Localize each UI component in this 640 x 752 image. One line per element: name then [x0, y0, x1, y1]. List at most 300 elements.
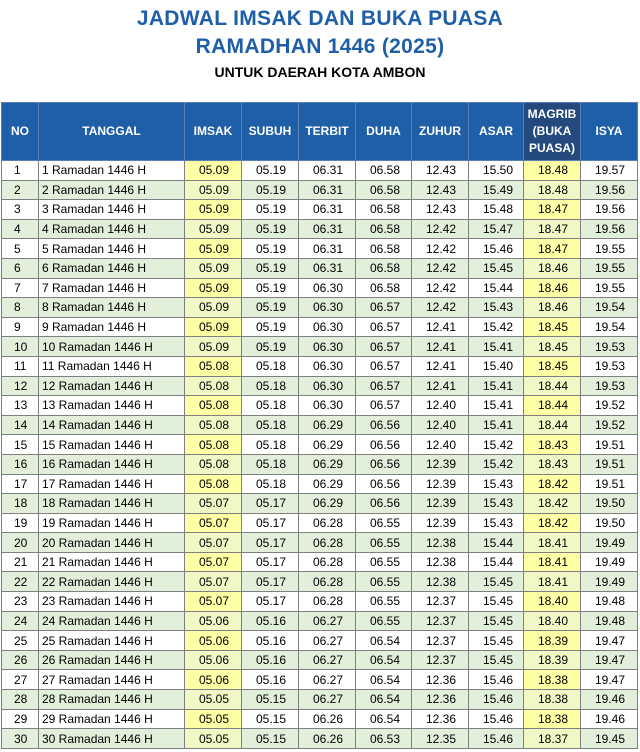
tanggal-cell: 23 Ramadan 1446 H: [39, 592, 185, 612]
zuhur-cell: 12.43: [412, 180, 469, 200]
col-header-imsak: IMSAK: [185, 103, 242, 161]
no-cell: 13: [2, 396, 39, 416]
tanggal-cell: 20 Ramadan 1446 H: [39, 533, 185, 553]
subuh-cell: 05.19: [242, 161, 299, 181]
tanggal-cell: 6 Ramadan 1446 H: [39, 258, 185, 278]
table-row: [2, 161, 638, 181]
terbit-cell: 06.28: [299, 513, 356, 533]
terbit-cell: 06.30: [299, 376, 356, 396]
isya-cell: 19.56: [581, 200, 638, 220]
duha-cell: 06.58: [356, 258, 412, 278]
no-cell: 25: [2, 631, 39, 651]
imsak-cell: 05.09: [185, 278, 242, 298]
magrib-cell: 18.40: [524, 592, 581, 612]
duha-cell: 06.57: [356, 376, 412, 396]
isya-cell: 19.45: [581, 729, 638, 749]
subuh-cell: 05.19: [242, 258, 299, 278]
tanggal-cell: 28 Ramadan 1446 H: [39, 690, 185, 710]
isya-cell: 19.49: [581, 533, 638, 553]
magrib-cell: 18.42: [524, 474, 581, 494]
table-row: [2, 239, 638, 259]
duha-cell: 06.54: [356, 670, 412, 690]
subuh-cell: 05.19: [242, 278, 299, 298]
table-row: [2, 690, 638, 710]
table-row: [2, 180, 638, 200]
table-row: [2, 219, 638, 239]
isya-cell: 19.55: [581, 278, 638, 298]
isya-cell: 19.50: [581, 494, 638, 514]
table-row: [2, 435, 638, 455]
tanggal-cell: 22 Ramadan 1446 H: [39, 572, 185, 592]
zuhur-cell: 12.39: [412, 494, 469, 514]
imsak-cell: 05.06: [185, 650, 242, 670]
imsak-cell: 05.06: [185, 631, 242, 651]
terbit-cell: 06.28: [299, 592, 356, 612]
tanggal-cell: 19 Ramadan 1446 H: [39, 513, 185, 533]
no-cell: 22: [2, 572, 39, 592]
table-row: [2, 258, 638, 278]
terbit-cell: 06.26: [299, 729, 356, 749]
isya-cell: 19.56: [581, 180, 638, 200]
subuh-cell: 05.16: [242, 611, 299, 631]
isya-cell: 19.47: [581, 650, 638, 670]
imsak-cell: 05.05: [185, 729, 242, 749]
no-cell: 19: [2, 513, 39, 533]
table-row: [2, 592, 638, 612]
tanggal-cell: 8 Ramadan 1446 H: [39, 298, 185, 318]
magrib-cell: 18.45: [524, 356, 581, 376]
imsak-cell: 05.08: [185, 435, 242, 455]
subuh-cell: 05.18: [242, 454, 299, 474]
terbit-cell: 06.31: [299, 219, 356, 239]
asar-cell: 15.45: [469, 611, 524, 631]
no-cell: 7: [2, 278, 39, 298]
asar-cell: 15.50: [469, 161, 524, 181]
zuhur-cell: 12.35: [412, 729, 469, 749]
zuhur-cell: 12.39: [412, 454, 469, 474]
imsak-cell: 05.08: [185, 454, 242, 474]
duha-cell: 06.58: [356, 219, 412, 239]
table-row: [2, 200, 638, 220]
table-body: [2, 161, 638, 749]
duha-cell: 06.53: [356, 729, 412, 749]
terbit-cell: 06.30: [299, 337, 356, 357]
magrib-cell: 18.39: [524, 631, 581, 651]
magrib-cell: 18.40: [524, 611, 581, 631]
tanggal-cell: 9 Ramadan 1446 H: [39, 317, 185, 337]
table-row: [2, 317, 638, 337]
terbit-cell: 06.30: [299, 356, 356, 376]
zuhur-cell: 12.38: [412, 533, 469, 553]
imsak-cell: 05.07: [185, 494, 242, 514]
table-row: [2, 513, 638, 533]
tanggal-cell: 1 Ramadan 1446 H: [39, 161, 185, 181]
duha-cell: 06.54: [356, 690, 412, 710]
isya-cell: 19.47: [581, 670, 638, 690]
tanggal-cell: 15 Ramadan 1446 H: [39, 435, 185, 455]
tanggal-cell: 13 Ramadan 1446 H: [39, 396, 185, 416]
tanggal-cell: 21 Ramadan 1446 H: [39, 552, 185, 572]
imsak-cell: 05.08: [185, 376, 242, 396]
imsak-cell: 05.08: [185, 396, 242, 416]
magrib-cell: 18.47: [524, 219, 581, 239]
zuhur-cell: 12.39: [412, 474, 469, 494]
asar-cell: 15.46: [469, 709, 524, 729]
imsak-cell: 05.06: [185, 611, 242, 631]
isya-cell: 19.46: [581, 690, 638, 710]
asar-cell: 15.41: [469, 415, 524, 435]
zuhur-cell: 12.40: [412, 415, 469, 435]
tanggal-cell: 29 Ramadan 1446 H: [39, 709, 185, 729]
zuhur-cell: 12.42: [412, 298, 469, 318]
imsak-cell: 05.05: [185, 709, 242, 729]
magrib-cell: 18.44: [524, 376, 581, 396]
table-row: [2, 611, 638, 631]
subuh-cell: 05.19: [242, 337, 299, 357]
tanggal-cell: 3 Ramadan 1446 H: [39, 200, 185, 220]
terbit-cell: 06.31: [299, 239, 356, 259]
isya-cell: 19.48: [581, 592, 638, 612]
asar-cell: 15.43: [469, 474, 524, 494]
magrib-cell: 18.38: [524, 690, 581, 710]
tanggal-cell: 17 Ramadan 1446 H: [39, 474, 185, 494]
table-header-row: [2, 103, 638, 161]
duha-cell: 06.58: [356, 161, 412, 181]
magrib-cell: 18.42: [524, 513, 581, 533]
asar-cell: 15.43: [469, 298, 524, 318]
no-cell: 15: [2, 435, 39, 455]
asar-cell: 15.46: [469, 239, 524, 259]
isya-cell: 19.53: [581, 376, 638, 396]
table-row: [2, 337, 638, 357]
isya-cell: 19.47: [581, 631, 638, 651]
terbit-cell: 06.31: [299, 161, 356, 181]
table-row: [2, 572, 638, 592]
duha-cell: 06.56: [356, 494, 412, 514]
page-title-year: RAMADHAN 1446 (2025): [195, 35, 445, 58]
terbit-cell: 06.30: [299, 298, 356, 318]
col-header-tanggal: TANGGAL: [39, 103, 185, 161]
asar-cell: 15.45: [469, 258, 524, 278]
asar-cell: 15.46: [469, 690, 524, 710]
table-row: [2, 474, 638, 494]
asar-cell: 15.42: [469, 435, 524, 455]
zuhur-cell: 12.41: [412, 356, 469, 376]
table-row: [2, 454, 638, 474]
terbit-cell: 06.29: [299, 435, 356, 455]
duha-cell: 06.55: [356, 513, 412, 533]
magrib-cell: 18.42: [524, 494, 581, 514]
imsak-cell: 05.09: [185, 180, 242, 200]
tanggal-cell: 2 Ramadan 1446 H: [39, 180, 185, 200]
imsak-cell: 05.09: [185, 219, 242, 239]
terbit-cell: 06.29: [299, 454, 356, 474]
table-row: [2, 396, 638, 416]
subuh-cell: 05.15: [242, 729, 299, 749]
col-header-magrib: MAGRIB (BUKA PUASA): [524, 103, 581, 161]
no-cell: 28: [2, 690, 39, 710]
no-cell: 2: [2, 180, 39, 200]
no-cell: 24: [2, 611, 39, 631]
no-cell: 5: [2, 239, 39, 259]
table-row: [2, 631, 638, 651]
asar-cell: 15.45: [469, 592, 524, 612]
zuhur-cell: 12.37: [412, 631, 469, 651]
tanggal-cell: 11 Ramadan 1446 H: [39, 356, 185, 376]
table-row: [2, 356, 638, 376]
asar-cell: 15.46: [469, 670, 524, 690]
terbit-cell: 06.28: [299, 572, 356, 592]
isya-cell: 19.52: [581, 396, 638, 416]
isya-cell: 19.50: [581, 513, 638, 533]
duha-cell: 06.54: [356, 709, 412, 729]
isya-cell: 19.54: [581, 298, 638, 318]
terbit-cell: 06.27: [299, 690, 356, 710]
col-header-zuhur: ZUHUR: [412, 103, 469, 161]
terbit-cell: 06.29: [299, 415, 356, 435]
table-row: [2, 278, 638, 298]
col-header-terbit: TERBIT: [299, 103, 356, 161]
zuhur-cell: 12.42: [412, 239, 469, 259]
tanggal-cell: 4 Ramadan 1446 H: [39, 219, 185, 239]
no-cell: 14: [2, 415, 39, 435]
no-cell: 3: [2, 200, 39, 220]
terbit-cell: 06.30: [299, 396, 356, 416]
asar-cell: 15.45: [469, 650, 524, 670]
terbit-cell: 06.28: [299, 533, 356, 553]
duha-cell: 06.55: [356, 572, 412, 592]
no-cell: 21: [2, 552, 39, 572]
imsak-cell: 05.09: [185, 298, 242, 318]
isya-cell: 19.53: [581, 356, 638, 376]
tanggal-cell: 30 Ramadan 1446 H: [39, 729, 185, 749]
asar-cell: 15.44: [469, 552, 524, 572]
isya-cell: 19.53: [581, 337, 638, 357]
tanggal-cell: 7 Ramadan 1446 H: [39, 278, 185, 298]
no-cell: 18: [2, 494, 39, 514]
subuh-cell: 05.19: [242, 317, 299, 337]
subuh-cell: 05.15: [242, 709, 299, 729]
magrib-cell: 18.38: [524, 709, 581, 729]
table-row: [2, 494, 638, 514]
imsak-cell: 05.05: [185, 690, 242, 710]
terbit-cell: 06.27: [299, 631, 356, 651]
duha-cell: 06.58: [356, 278, 412, 298]
zuhur-cell: 12.37: [412, 611, 469, 631]
tanggal-cell: 10 Ramadan 1446 H: [39, 337, 185, 357]
zuhur-cell: 12.42: [412, 258, 469, 278]
table-row: [2, 298, 638, 318]
no-cell: 8: [2, 298, 39, 318]
table-row: [2, 709, 638, 729]
terbit-cell: 06.31: [299, 258, 356, 278]
zuhur-cell: 12.37: [412, 592, 469, 612]
magrib-cell: 18.44: [524, 396, 581, 416]
isya-cell: 19.52: [581, 415, 638, 435]
asar-cell: 15.42: [469, 454, 524, 474]
table-row: [2, 650, 638, 670]
isya-cell: 19.55: [581, 239, 638, 259]
isya-cell: 19.51: [581, 474, 638, 494]
magrib-cell: 18.45: [524, 317, 581, 337]
terbit-cell: 06.26: [299, 709, 356, 729]
subuh-cell: 05.18: [242, 474, 299, 494]
asar-cell: 15.45: [469, 631, 524, 651]
asar-cell: 15.47: [469, 219, 524, 239]
subuh-cell: 05.18: [242, 435, 299, 455]
subuh-cell: 05.17: [242, 572, 299, 592]
asar-cell: 15.41: [469, 376, 524, 396]
imsak-cell: 05.07: [185, 552, 242, 572]
isya-cell: 19.55: [581, 258, 638, 278]
magrib-cell: 18.48: [524, 180, 581, 200]
duha-cell: 06.57: [356, 337, 412, 357]
subuh-cell: 05.17: [242, 592, 299, 612]
asar-cell: 15.43: [469, 494, 524, 514]
subuh-cell: 05.19: [242, 200, 299, 220]
col-header-asar: ASAR: [469, 103, 524, 161]
zuhur-cell: 12.42: [412, 278, 469, 298]
zuhur-cell: 12.39: [412, 513, 469, 533]
magrib-cell: 18.37: [524, 729, 581, 749]
magrib-cell: 18.41: [524, 552, 581, 572]
magrib-cell: 18.41: [524, 533, 581, 553]
col-header-subuh: SUBUH: [242, 103, 299, 161]
isya-cell: 19.57: [581, 161, 638, 181]
subuh-cell: 05.19: [242, 180, 299, 200]
tanggal-cell: 12 Ramadan 1446 H: [39, 376, 185, 396]
asar-cell: 15.43: [469, 513, 524, 533]
table-row: [2, 376, 638, 396]
asar-cell: 15.42: [469, 317, 524, 337]
subuh-cell: 05.16: [242, 670, 299, 690]
subuh-cell: 05.18: [242, 356, 299, 376]
no-cell: 17: [2, 474, 39, 494]
asar-cell: 15.46: [469, 729, 524, 749]
magrib-cell: 18.46: [524, 298, 581, 318]
subuh-cell: 05.16: [242, 650, 299, 670]
subuh-cell: 05.19: [242, 219, 299, 239]
zuhur-cell: 12.40: [412, 435, 469, 455]
duha-cell: 06.58: [356, 200, 412, 220]
imsak-cell: 05.08: [185, 415, 242, 435]
magrib-cell: 18.46: [524, 258, 581, 278]
asar-cell: 15.40: [469, 356, 524, 376]
subuh-cell: 05.17: [242, 513, 299, 533]
imsak-cell: 05.09: [185, 200, 242, 220]
no-cell: 20: [2, 533, 39, 553]
zuhur-cell: 12.38: [412, 552, 469, 572]
magrib-cell: 18.47: [524, 239, 581, 259]
table-row: [2, 552, 638, 572]
duha-cell: 06.56: [356, 435, 412, 455]
terbit-cell: 06.27: [299, 670, 356, 690]
magrib-cell: 18.39: [524, 650, 581, 670]
duha-cell: 06.54: [356, 631, 412, 651]
zuhur-cell: 12.37: [412, 650, 469, 670]
imsak-cell: 05.09: [185, 161, 242, 181]
magrib-cell: 18.41: [524, 572, 581, 592]
no-cell: 1: [2, 161, 39, 181]
page-title: JADWAL IMSAK DAN BUKA PUASA: [136, 7, 504, 30]
zuhur-cell: 12.36: [412, 690, 469, 710]
magrib-cell: 18.46: [524, 278, 581, 298]
table-row: [2, 729, 638, 749]
imsak-cell: 05.07: [185, 513, 242, 533]
subuh-cell: 05.18: [242, 376, 299, 396]
duha-cell: 06.57: [356, 396, 412, 416]
tanggal-cell: 24 Ramadan 1446 H: [39, 611, 185, 631]
asar-cell: 15.41: [469, 337, 524, 357]
duha-cell: 06.56: [356, 454, 412, 474]
imsak-cell: 05.09: [185, 239, 242, 259]
duha-cell: 06.55: [356, 611, 412, 631]
zuhur-cell: 12.36: [412, 709, 469, 729]
tanggal-cell: 26 Ramadan 1446 H: [39, 650, 185, 670]
subuh-cell: 05.18: [242, 415, 299, 435]
subuh-cell: 05.16: [242, 631, 299, 651]
no-cell: 10: [2, 337, 39, 357]
zuhur-cell: 12.36: [412, 670, 469, 690]
subuh-cell: 05.19: [242, 298, 299, 318]
asar-cell: 15.44: [469, 533, 524, 553]
duha-cell: 06.57: [356, 317, 412, 337]
isya-cell: 19.56: [581, 219, 638, 239]
no-cell: 27: [2, 670, 39, 690]
zuhur-cell: 12.41: [412, 337, 469, 357]
magrib-cell: 18.38: [524, 670, 581, 690]
imsak-cell: 05.07: [185, 533, 242, 553]
tanggal-cell: 18 Ramadan 1446 H: [39, 494, 185, 514]
no-cell: 4: [2, 219, 39, 239]
duha-cell: 06.58: [356, 239, 412, 259]
no-cell: 12: [2, 376, 39, 396]
no-cell: 29: [2, 709, 39, 729]
duha-cell: 06.55: [356, 552, 412, 572]
no-cell: 6: [2, 258, 39, 278]
terbit-cell: 06.30: [299, 317, 356, 337]
tanggal-cell: 25 Ramadan 1446 H: [39, 631, 185, 651]
col-header-duha: DUHA: [356, 103, 412, 161]
zuhur-cell: 12.41: [412, 317, 469, 337]
subuh-cell: 05.17: [242, 533, 299, 553]
isya-cell: 19.49: [581, 572, 638, 592]
table-row: [2, 415, 638, 435]
zuhur-cell: 12.38: [412, 572, 469, 592]
col-header-no: NO: [2, 103, 39, 161]
asar-cell: 15.44: [469, 278, 524, 298]
zuhur-cell: 12.42: [412, 219, 469, 239]
magrib-cell: 18.45: [524, 337, 581, 357]
imsak-cell: 05.08: [185, 356, 242, 376]
table-row: [2, 670, 638, 690]
imsak-cell: 05.09: [185, 317, 242, 337]
imsak-cell: 05.07: [185, 592, 242, 612]
terbit-cell: 06.29: [299, 494, 356, 514]
duha-cell: 06.57: [356, 298, 412, 318]
imsak-cell: 05.09: [185, 337, 242, 357]
no-cell: 23: [2, 592, 39, 612]
magrib-cell: 18.44: [524, 415, 581, 435]
terbit-cell: 06.31: [299, 200, 356, 220]
zuhur-cell: 12.41: [412, 376, 469, 396]
duha-cell: 06.57: [356, 356, 412, 376]
subuh-cell: 05.15: [242, 690, 299, 710]
duha-cell: 06.55: [356, 592, 412, 612]
terbit-cell: 06.30: [299, 278, 356, 298]
page-subtitle: UNTUK DAERAH KOTA AMBON: [214, 64, 426, 80]
no-cell: 9: [2, 317, 39, 337]
